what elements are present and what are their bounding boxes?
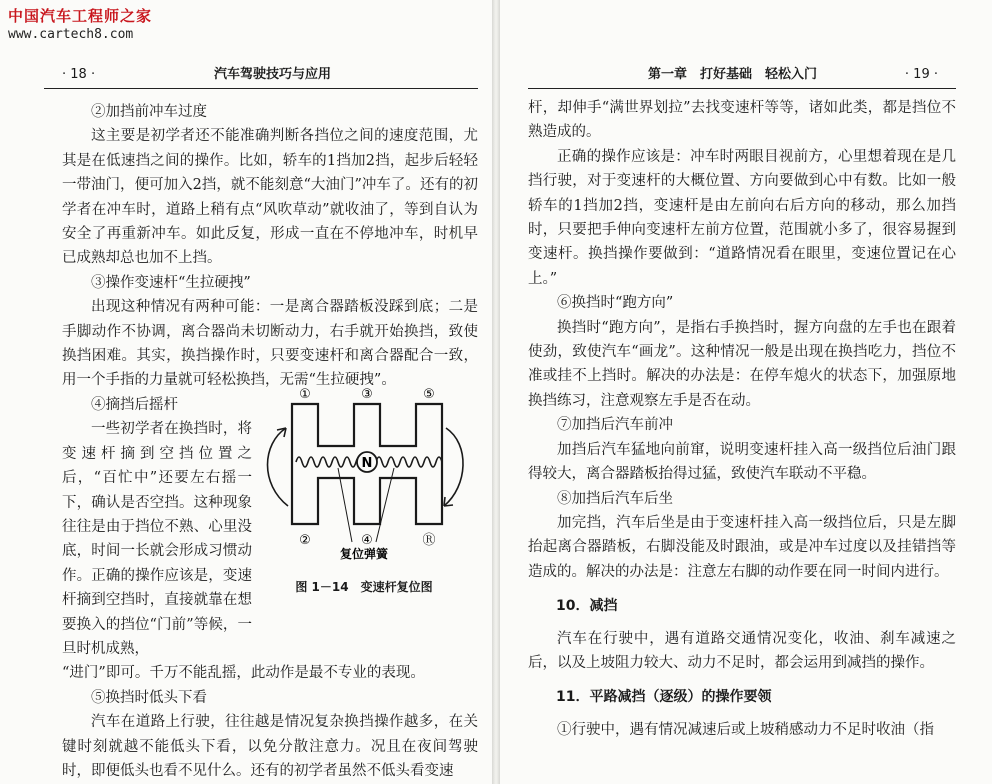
paragraph: 汽车在行驶中，遇有道路交通情况变化，收油、刹车减速之后，以及上坡阻力较大、动力不足时，都会运用到减挡的操作。	[528, 630, 956, 671]
left-page-number: · 18 ·	[62, 67, 96, 82]
subheading: ④摘挡后摇杆	[91, 396, 178, 413]
subheading: ⑦加挡后汽车前冲	[557, 417, 673, 434]
watermark-title: 中国汽车工程师之家	[8, 7, 153, 25]
left-spring	[296, 457, 362, 467]
left-page	[0, 0, 492, 784]
right-return-arrow	[444, 428, 463, 506]
left-running-title: 汽车驾驶技巧与应用	[214, 67, 332, 82]
paragraph-continuation: 杆，却伸手“满世界划拉”去找变速杆等等，诸如此类，都是挡位不熟造成的。	[528, 100, 956, 141]
figure-caption: 图 1－14 变速杆复位图	[295, 580, 433, 594]
left-return-arrow	[268, 428, 289, 506]
paragraph-continuation: “进门”即可。千万不能乱摇，此动作是最不专业的表现。	[62, 665, 425, 682]
gear-reverse-label: Ⓡ	[422, 533, 436, 548]
right-running-title: 第一章 打好基础 轻松入门	[648, 67, 818, 82]
subheading: ③操作变速杆“生拉硬拽”	[91, 274, 251, 291]
paragraph: 加挡后汽车猛地向前窜，说明变速杆挂入高一级挡位后油门跟得较大，离合器踏板抬得过猛，致使汽车联动不平稳。	[528, 441, 956, 483]
paragraph: 正确的操作应该是：冲车时两眼目视前方，心里想着现在是几挡行驶，对于变速杆的大概位置、方向要做到心中有数。比如一般轿车的1挡加2挡，变速杆是由左前向右后方向的移动，那么加挡时，只要把手伸向变速杆左前方位置，范围就小多了，很容易握到变速杆。换挡操作要做到：“道路情况看在眼里，变速位置记在心上。”	[528, 148, 956, 287]
site-watermark	[8, 6, 178, 50]
right-spring	[376, 457, 442, 467]
gear-shift-figure	[252, 374, 476, 602]
watermark-url: www.cartech8.com	[8, 27, 134, 42]
subheading: ⑤换挡时低头下看	[91, 689, 207, 706]
neutral-label: N	[361, 456, 373, 471]
gear-5-label: ⑤	[423, 387, 435, 402]
spring-label: 复位弹簧	[339, 547, 389, 561]
subheading: ②加挡前冲车过度	[91, 104, 207, 120]
gear-4-label: ④	[361, 533, 373, 548]
gear-2-label: ②	[299, 533, 311, 548]
paragraph-wrapped: 一些初学者在换挡时，将变速杆摘到空挡位置之后，“百忙中”还要左右摇一下，确认是否空挡。这种现象往往是由于挡位不熟、心里没底，时间一长就会形成习惯动作。正确的操作应该是，变速杆摘到空挡时，直接就靠在想要换入的挡位“门前”等候，一旦时机成熟，	[62, 421, 252, 657]
gear-1-label: ①	[299, 387, 311, 402]
gear-gate-diagram	[252, 374, 476, 574]
right-page	[500, 0, 992, 784]
section-heading: 10．减挡	[556, 598, 618, 615]
right-page-body	[528, 96, 956, 742]
book-gutter	[492, 0, 500, 784]
paragraph: 出现这种情况有两种可能：一是离合器踏板没踩到底；二是手脚动作不协调，离合器尚未切断动力，右手就开始换挡，致使换挡困难。其实，换挡操作时，只要变速杆和离合器配合一致，用一个手指的力量就可轻松换挡，无需“生拉硬拽”。	[62, 299, 478, 389]
paragraph: 汽车在道路上行驶，往往越是情况复杂换挡操作越多，在关键时刻就越不能低头下看，以免分散注意力。况且在夜间驾驶时，即便低头也看不见什么。还有的初学者虽然不低头看变速	[62, 714, 478, 779]
paragraph: 这主要是初学者还不能准确判断各挡位之间的速度范围，尤其是在低速挡之间的操作。比如，轿车的1挡加2挡，起步后轻轻一带油门，便可加入2挡，就不能刻意“大油门”冲车了。还有的初学者在冲车时，道路上稍有点“风吹草动”就收油了，等到自认为安全了再重新冲车。如此反复，形成一直在不停地冲车，时机早已成熟却总也加不上挡。	[62, 128, 478, 267]
left-page-header	[44, 62, 478, 89]
paragraph: 加完挡，汽车后坐是由于变速杆挂入高一级挡位后，只是左脚抬起离合器踏板，右脚没能及时跟油，或是冲车过度以及挂错挡等造成的。解决的办法是：注意左右脚的动作要在同一时间内进行。	[528, 514, 956, 580]
paragraph: 换挡时“跑方向”，是指右手换挡时，握方向盘的左手也在跟着使劲，致使汽车“画龙”。这种情况一般是出现在换挡吃力，挡位不准或挂不上挡时。解决的办法是：在停车熄火的状态下，加强原地换挡练习，注意观察左手是否在动。	[528, 319, 956, 409]
right-page-number: · 19 ·	[904, 67, 938, 82]
section-heading: 11．平路减挡（逐级）的操作要领	[556, 689, 772, 706]
subheading: ⑥换挡时“跑方向”	[557, 295, 674, 312]
gear-3-label: ③	[361, 387, 373, 402]
spring-leader-left	[338, 468, 352, 542]
paragraph: ①行驶中，遇有情况减速后或上坡稍感动力不足时收油（指	[557, 721, 934, 738]
spring-leader-right	[376, 468, 394, 542]
subheading: ⑧加挡后汽车后坐	[557, 490, 673, 507]
right-page-header	[528, 62, 956, 89]
